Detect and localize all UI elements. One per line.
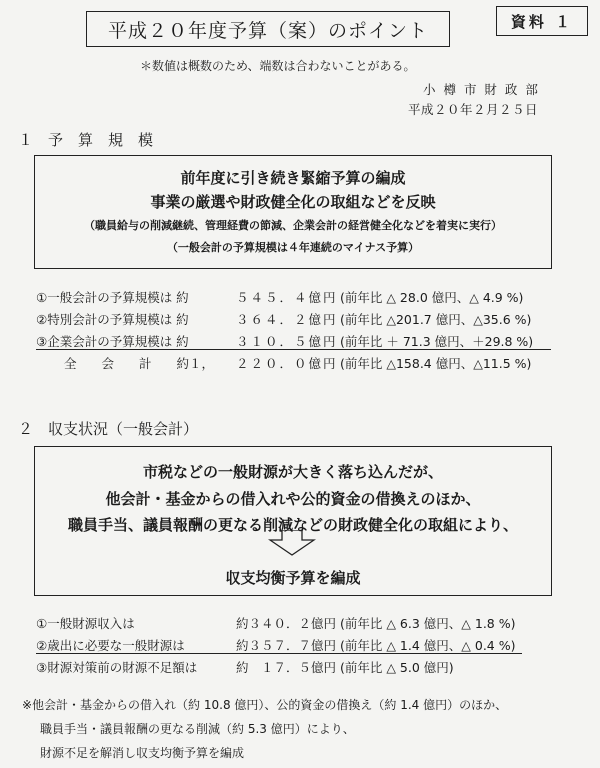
balance-line-2: 他会計・基金からの借入れや公的資金の借換えのほか、: [105, 490, 481, 508]
row-label: ②特別会計の予算規模は 約: [36, 312, 189, 327]
document-label: 資料 １: [496, 6, 588, 36]
footnote-line-2: 職員手当・議員報酬の更なる削減（約 5.3 億円）により、: [40, 722, 355, 736]
document-title: 平成２０年度予算（案）のポイント: [86, 11, 450, 47]
row-amount: ５４５．４億円: [236, 290, 338, 305]
issuer: 小 樽 市 財 政 部: [423, 82, 540, 97]
section1-heading: １ 予 算 規 模: [18, 131, 154, 149]
row-amount: ３１０．５億円: [236, 334, 338, 349]
row-label: ①一般財源収入は: [36, 616, 135, 631]
row-comparison: (前年比 △201.7 億円、△35.6 %): [340, 312, 532, 327]
balance-line-4: 収支均衡予算を編成: [225, 569, 361, 587]
balance-line-3: 職員手当、議員報酬の更なる削減などの財政健全化の取組により、: [67, 516, 518, 534]
row-label: 全 会 計 約１，: [64, 356, 215, 371]
row-label: ①一般会計の予算規模は 約: [36, 290, 189, 305]
row-comparison: (前年比 △ 1.4 億円、△ 0.4 %): [340, 638, 516, 653]
total-separator: [36, 349, 551, 350]
summary-line-4: （一般会計の予算規模は４年連続のマイナス予算）: [166, 241, 420, 254]
section2-summary-box: [34, 446, 552, 596]
row-amount: ２２０．０億円: [236, 356, 338, 371]
row-amount: 約３５７．７億円: [236, 638, 337, 653]
footnote-line-1: ※他会計・基金からの借入れ（約 10.8 億円）、公的資金の借換え（約 1.4 億円）のほか、: [22, 698, 508, 712]
section2-heading: ２ 収支状況（一般会計）: [18, 420, 199, 438]
summary-line-3: （職員給与の削減継続、管理経費の節減、企業会計の経営健全化などを着実に実行）: [84, 219, 502, 232]
issue-date: 平成２０年２月２５日: [408, 102, 539, 117]
footnote-line-3: 財源不足を解消し収支均衡予算を編成: [40, 746, 245, 760]
note-text: ＊数値は概数のため、端数は合わないことがある。: [140, 59, 416, 73]
row-amount: 約 １７．５億円: [236, 660, 337, 675]
down-arrow-icon: [268, 530, 316, 556]
row-label: ③企業会計の予算規模は 約: [36, 334, 189, 349]
row-underline: [36, 653, 522, 654]
row-comparison: (前年比 ＋ 71.3 億円、＋29.8 %): [340, 334, 534, 349]
row-label: ②歳出に必要な一般財源は: [36, 638, 185, 653]
row-amount: ３６４．２億円: [236, 312, 338, 327]
row-amount: 約３４０．２億円: [236, 616, 337, 631]
row-comparison: (前年比 △ 5.0 億円): [340, 660, 454, 675]
row-comparison: (前年比 △ 28.0 億円、△ 4.9 %): [340, 290, 524, 305]
row-comparison: (前年比 △ 6.3 億円、△ 1.8 %): [340, 616, 516, 631]
section1-summary-box: [34, 155, 552, 269]
summary-line-2: 事業の厳選や財政健全化の取組などを反映: [150, 193, 436, 211]
row-comparison: (前年比 △158.4 億円、△11.5 %): [340, 356, 532, 371]
balance-line-1: 市税などの一般財源が大きく落ち込んだが、: [142, 463, 443, 481]
row-label: ③財源対策前の財源不足額は: [36, 660, 198, 675]
summary-line-1: 前年度に引き続き緊縮予算の編成: [180, 169, 406, 187]
